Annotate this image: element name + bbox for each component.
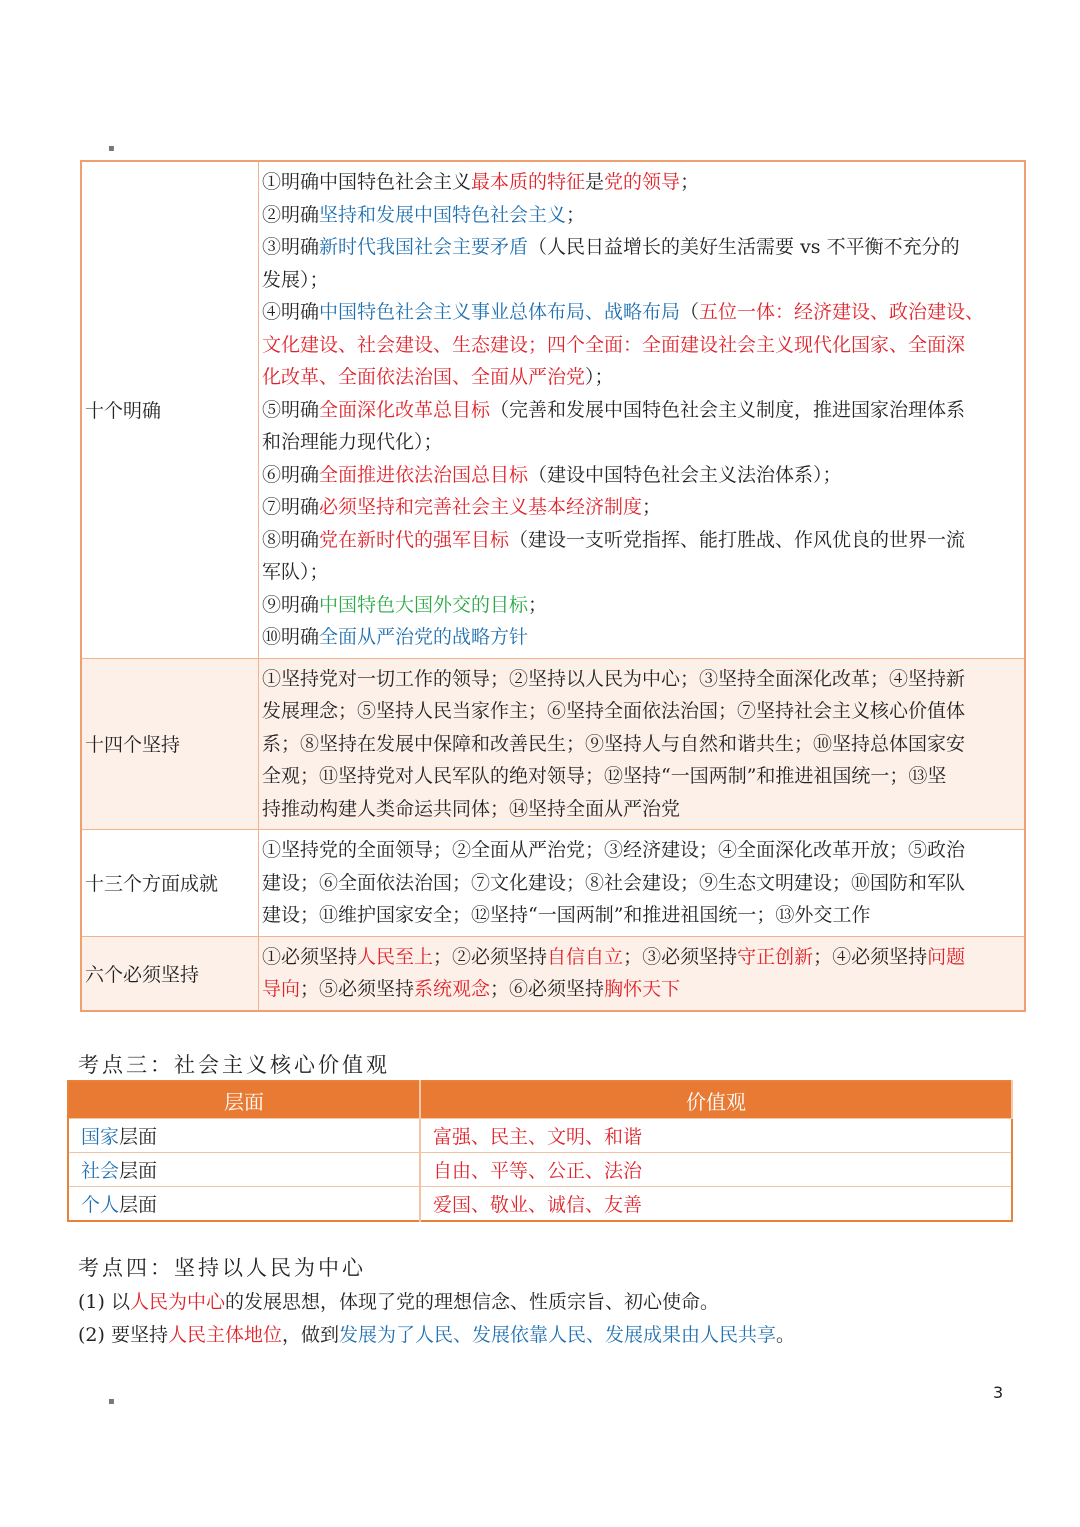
text-run: 五位一体：经济建设、政治建设、 xyxy=(699,301,985,323)
content-line xyxy=(262,973,1021,1006)
section3-heading: 考点三：社会主义核心价值观 xyxy=(78,1053,390,1077)
margin-dot-top: ▪ xyxy=(108,143,115,154)
row-label: 十四个坚持 xyxy=(81,658,259,830)
text-run: ⑦明确 xyxy=(262,496,320,518)
text-run: ； xyxy=(566,203,586,226)
table-row xyxy=(68,1119,1012,1153)
text-run: 发展）； xyxy=(262,268,329,291)
text-run: 全面从严治党的战略方针 xyxy=(319,626,529,648)
row-label: 十三个方面成就 xyxy=(81,830,259,937)
content-line xyxy=(262,264,1021,297)
table-header-row xyxy=(68,1081,1012,1119)
text-run: ；⑥必须坚持 xyxy=(490,978,605,1000)
text-run: 的发展思想，体现了党的理想信念、性质宗旨、初心使命。 xyxy=(224,1291,719,1313)
values-cell: 富强、民主、文明、和谐 xyxy=(420,1119,1012,1153)
section4-paragraph-2 xyxy=(78,1320,795,1347)
text-run: 军队）； xyxy=(262,561,329,583)
table-row xyxy=(81,936,1025,1011)
content-line xyxy=(262,695,1021,728)
page-number: 3 xyxy=(993,1383,1004,1402)
text-run: ，做到 xyxy=(281,1324,339,1346)
text-run: 人民主体地位 xyxy=(167,1324,282,1346)
content-line xyxy=(262,524,1021,557)
row-label: 六个必须坚持 xyxy=(81,936,259,1011)
text-run: ①明确中国特色社会主义 xyxy=(262,171,472,193)
text-run: 最本质的特征 xyxy=(471,171,586,193)
text-run: （ xyxy=(680,301,700,323)
text-run: ④明确 xyxy=(262,301,320,323)
text-run: 文化建设、社会建设、生态建设；四个全面：全面建设社会主义现代化国家、全面深 xyxy=(262,333,966,356)
content-line xyxy=(262,834,1021,867)
level-colored: 国家 xyxy=(81,1126,120,1148)
text-run: ⑥明确 xyxy=(262,463,320,486)
text-run: 全面深化改革总目标 xyxy=(319,398,491,421)
text-run: 是 xyxy=(585,171,605,193)
header-values: 价值观 xyxy=(420,1081,1012,1119)
text-run: 导向 xyxy=(262,978,301,1000)
table-row xyxy=(68,1153,1012,1187)
text-run: 建设；⑪维护国家安全；⑫坚持“一国两制”和推进祖国统一；⑬外交工作 xyxy=(262,904,871,926)
text-run: ②明确 xyxy=(262,203,320,226)
level-cell xyxy=(68,1119,420,1153)
text-run: (1) 以 xyxy=(78,1291,130,1313)
values-cell: 自由、平等、公正、法治 xyxy=(420,1153,1012,1187)
level-colored: 社会 xyxy=(81,1160,120,1182)
level-colored: 个人 xyxy=(81,1194,120,1216)
text-run: （建设一支听党指挥、能打胜战、作风优良的世界一流 xyxy=(509,528,966,551)
row-content xyxy=(259,658,1026,830)
text-run: ；③必须坚持 xyxy=(623,945,738,968)
level-cell xyxy=(68,1187,420,1222)
content-line xyxy=(262,941,1021,974)
text-run: 发展为了人民、发展依靠人民、发展成果由人民共享 xyxy=(339,1324,777,1346)
text-run: ①坚持党的全面领导；②全面从严治党；③经济建设；④全面深化改革开放；⑤政治 xyxy=(262,839,966,861)
content-line xyxy=(262,867,1021,900)
content-line xyxy=(262,793,1021,826)
text-run: 坚持和发展中国特色社会主义 xyxy=(319,203,567,226)
content-line xyxy=(262,296,1021,329)
text-run: 全观；⑪坚持党对人民军队的绝对领导；⑫坚持“一国两制”和推进祖国统一；⑬坚 xyxy=(262,765,947,787)
text-run: （完善和发展中国特色社会主义制度，推进国家治理体系 xyxy=(490,398,966,421)
row-content xyxy=(259,161,1026,658)
content-line xyxy=(262,621,1021,654)
text-run: 中国特色社会主义事业总体布局、战略布局 xyxy=(319,301,681,323)
content-line xyxy=(262,361,1021,394)
text-run: ⑨明确 xyxy=(262,593,320,616)
row-label: 十个明确 xyxy=(81,161,259,658)
text-run: 。 xyxy=(776,1324,796,1346)
table-row xyxy=(81,161,1025,658)
text-run: ；⑤必须坚持 xyxy=(300,978,415,1000)
row-content xyxy=(259,936,1026,1011)
text-run: ； xyxy=(642,496,662,518)
text-run: 新时代我国社会主要矛盾 xyxy=(319,236,529,258)
text-run: 建设；⑥全面依法治国；⑦文化建设；⑧社会建设；⑨生态文明建设；⑩国防和军队 xyxy=(262,871,966,894)
text-run: 和治理能力现代化）； xyxy=(262,431,443,453)
text-run: ③明确 xyxy=(262,236,320,258)
content-line xyxy=(262,394,1021,427)
values-cell: 爱国、敬业、诚信、友善 xyxy=(420,1187,1012,1222)
thought-summary-table xyxy=(80,160,1026,1012)
text-run: 系统观念 xyxy=(414,978,491,1000)
content-line xyxy=(262,728,1021,761)
text-run: （人民日益增长的美好生活需要 vs 不平衡不充分的 xyxy=(528,236,960,258)
text-run: ⑧明确 xyxy=(262,528,320,551)
table-row xyxy=(81,830,1025,937)
section4-heading: 考点四：坚持以人民为中心 xyxy=(78,1256,366,1280)
text-run: 系；⑧坚持在发展中保障和改善民生；⑨坚持人与自然和谐共生；⑩坚持总体国家安 xyxy=(262,732,966,755)
section4-paragraph-1 xyxy=(78,1287,719,1314)
text-run: 人民至上 xyxy=(357,945,434,968)
text-run: 胸怀天下 xyxy=(604,978,681,1000)
text-run: （建设中国特色社会主义法治体系）； xyxy=(528,463,842,486)
text-run: 发展理念；⑤坚持人民当家作主；⑥坚持全面依法治国；⑦坚持社会主义核心价值体 xyxy=(262,700,966,722)
content-line xyxy=(262,426,1021,459)
text-run: 党在新时代的强军目标 xyxy=(319,528,510,551)
text-run: ⑩明确 xyxy=(262,626,320,648)
content-line xyxy=(262,899,1021,932)
content-line xyxy=(262,231,1021,264)
text-run: 问题 xyxy=(927,945,966,968)
level-rest: 层面 xyxy=(119,1126,158,1148)
text-run: ；④必须坚持 xyxy=(813,945,928,968)
table-row xyxy=(68,1187,1012,1222)
content-line xyxy=(262,459,1021,492)
content-line xyxy=(262,589,1021,622)
content-line xyxy=(262,663,1021,696)
text-run: ）； xyxy=(585,366,614,388)
content-line xyxy=(262,166,1021,199)
content-line xyxy=(262,329,1021,362)
text-run: 中国特色大国外交的目标 xyxy=(319,593,529,616)
header-level: 层面 xyxy=(68,1081,420,1119)
core-values-table xyxy=(67,1080,1013,1222)
text-run: 持推动构建人类命运共同体；⑭坚持全面从严治党 xyxy=(262,797,681,820)
text-run: 党的领导 xyxy=(604,171,681,193)
row-content xyxy=(259,830,1026,937)
text-run: ⑤明确 xyxy=(262,398,320,421)
text-run: ； xyxy=(528,593,548,616)
text-run: 必须坚持和完善社会主义基本经济制度 xyxy=(319,496,643,518)
text-run: ①坚持党对一切工作的领导；②坚持以人民为中心；③坚持全面深化改革；④坚持新 xyxy=(262,667,966,690)
table-row xyxy=(81,658,1025,830)
level-rest: 层面 xyxy=(119,1160,158,1182)
text-run: 人民为中心 xyxy=(129,1291,225,1313)
text-run: 守正创新 xyxy=(737,945,814,968)
content-line xyxy=(262,491,1021,524)
text-run: 全面推进依法治国总目标 xyxy=(319,463,529,486)
content-line xyxy=(262,556,1021,589)
level-rest: 层面 xyxy=(119,1194,158,1216)
text-run: ①必须坚持 xyxy=(262,945,358,968)
text-run: ；②必须坚持 xyxy=(433,945,548,968)
text-run: 化改革、全面依法治国、全面从严治党 xyxy=(262,366,586,388)
text-run: ； xyxy=(680,171,700,193)
margin-dot-bottom: ▪ xyxy=(108,1396,115,1407)
level-cell xyxy=(68,1153,420,1187)
text-run: (2) 要坚持 xyxy=(78,1324,168,1346)
content-line xyxy=(262,199,1021,232)
content-line xyxy=(262,760,1021,793)
text-run: 自信自立 xyxy=(547,945,624,968)
